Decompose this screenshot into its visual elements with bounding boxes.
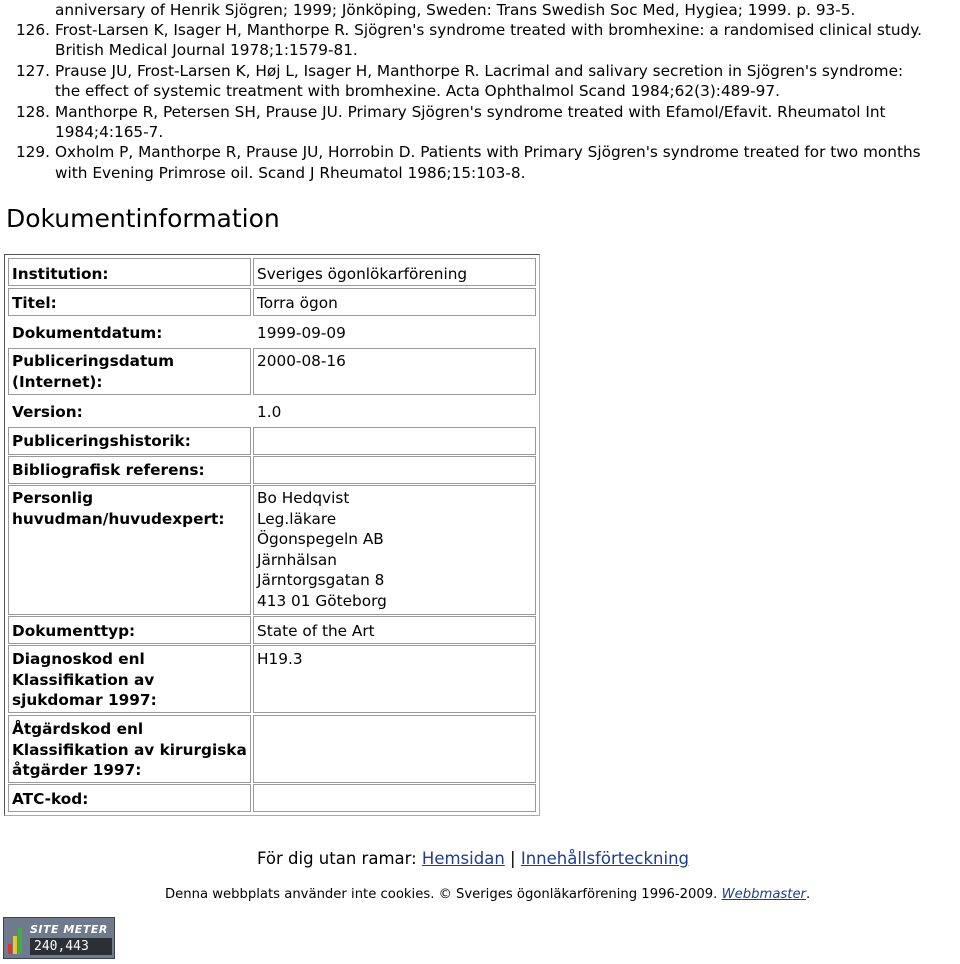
footer-navigation (257, 848, 689, 870)
publication-date-value: 2000-08-16 (253, 348, 536, 395)
table-of-contents-link[interactable]: Innehållsförteckning (520, 849, 690, 868)
site-meter-count: 240,443 (30, 938, 112, 955)
procedure-code-value (253, 715, 536, 783)
footer-nav-separator: | (510, 849, 516, 868)
reference-text: the effect of systemic treatment with bromhexine. Acta Ophthalmol Scand 1984;62(3):489-97. (55, 82, 780, 100)
version-value: 1.0 (257, 403, 282, 421)
expert-line: Leg.läkare (257, 509, 337, 528)
webmaster-link[interactable]: Webbmaster (721, 887, 806, 902)
expert-label-line: huvudman/huvudexpert: (12, 509, 225, 528)
reference-text: with Evening Primrose oil. Scand J Rheumatol 1986;15:103-8. (55, 164, 526, 182)
reference-text: Manthorpe R, Petersen SH, Prause JU. Primary Sjögren's syndrome treated with Efamol/Efavit. Rheumatol Int (55, 103, 886, 121)
version-label: Version: (12, 403, 83, 421)
document-date-value: 1999-09-09 (257, 324, 346, 342)
reference-number: 126. (15, 21, 50, 39)
publication-date-label-line: (Internet): (12, 372, 103, 391)
publication-date-label-line: Publiceringsdatum (12, 352, 175, 370)
publication-history-label: Publiceringshistorik: (8, 427, 251, 455)
document-date-label: Dokumentdatum: (12, 324, 163, 342)
footer-nav-prefix: För dig utan ramar: (257, 849, 422, 868)
reference-text: Prause JU, Frost-Larsen K, Høj L, Isager H, Manthorpe R. Lacrimal and salivary secretion in Sjögren's syndrome: (55, 62, 904, 80)
footer-note-suffix: . (805, 887, 811, 902)
expert-line: 413 01 Göteborg (257, 591, 387, 610)
procedure-code-label-line: Åtgärdskod enl (12, 720, 144, 738)
footer-note-text: Denna webbplats använder inte cookies. © Sveriges ögonläkarförening 1996-2009. (165, 887, 722, 902)
reference-text: 1984;4:165-7. (55, 123, 164, 141)
site-meter-bars-icon (8, 924, 26, 954)
publication-date-label (8, 348, 251, 395)
diagnosis-code-label-line: sjukdomar 1997: (12, 691, 157, 709)
bibliographic-reference-value (253, 456, 536, 484)
expert-line: Bo Hedqvist (257, 489, 350, 507)
reference-text: British Medical Journal 1978;1:1579-81. (55, 41, 358, 59)
reference-text: anniversary of Henrik Sjögren; 1999; Jönköping, Sweden: Trans Swedish Soc Med, Hygiea; 1999. p. 93-5. (55, 1, 856, 19)
title-label: Titel: (8, 288, 251, 316)
institution-value: Sveriges ögonlökarförening (253, 258, 536, 286)
expert-line: Järntorgsgatan 8 (257, 571, 385, 589)
reference-text: Frost-Larsen K, Isager H, Manthorpe R. Sjögren's syndrome treated with bromhexine: a randomised clinical study. (55, 21, 922, 39)
site-meter-badge[interactable] (3, 917, 115, 959)
diagnosis-code-label-line: Diagnoskod enl (12, 650, 145, 668)
institution-label: Institution: (8, 258, 251, 286)
diagnosis-code-label (8, 645, 251, 713)
procedure-code-label-line: Klassifikation av kirurgiska (12, 740, 247, 759)
diagnosis-code-value: H19.3 (253, 645, 536, 713)
procedure-code-label-line: åtgärder 1997: (12, 761, 142, 779)
procedure-code-label (8, 715, 251, 783)
site-meter-title: SITE METER (30, 923, 108, 936)
expert-value (253, 485, 536, 615)
reference-number: 128. (15, 103, 50, 121)
page-heading: Dokumentinformation (6, 204, 280, 233)
document-type-label: Dokumenttyp: (8, 616, 251, 644)
atc-code-value (253, 784, 536, 812)
atc-code-label: ATC-kod: (8, 784, 251, 812)
publication-history-value (253, 427, 536, 455)
expert-label-line: Personlig (12, 489, 94, 507)
expert-label (8, 485, 251, 615)
reference-number: 127. (15, 62, 50, 80)
bibliographic-reference-label: Bibliografisk referens: (8, 456, 251, 484)
diagnosis-code-label-line: Klassifikation av (12, 670, 155, 689)
title-value: Torra ögon (253, 288, 536, 316)
reference-text: Oxholm P, Manthorpe R, Prause JU, Horrobin D. Patients with Primary Sjögren's syndrome treated for two months (55, 143, 921, 161)
expert-line: Ögonspegeln AB (257, 530, 384, 548)
expert-line: Järnhälsan (257, 550, 337, 569)
document-info-table (4, 254, 540, 816)
reference-number: 129. (15, 143, 50, 161)
document-type-value: State of the Art (253, 616, 536, 644)
footer-note (165, 886, 810, 904)
home-link[interactable]: Hemsidan (421, 849, 505, 868)
